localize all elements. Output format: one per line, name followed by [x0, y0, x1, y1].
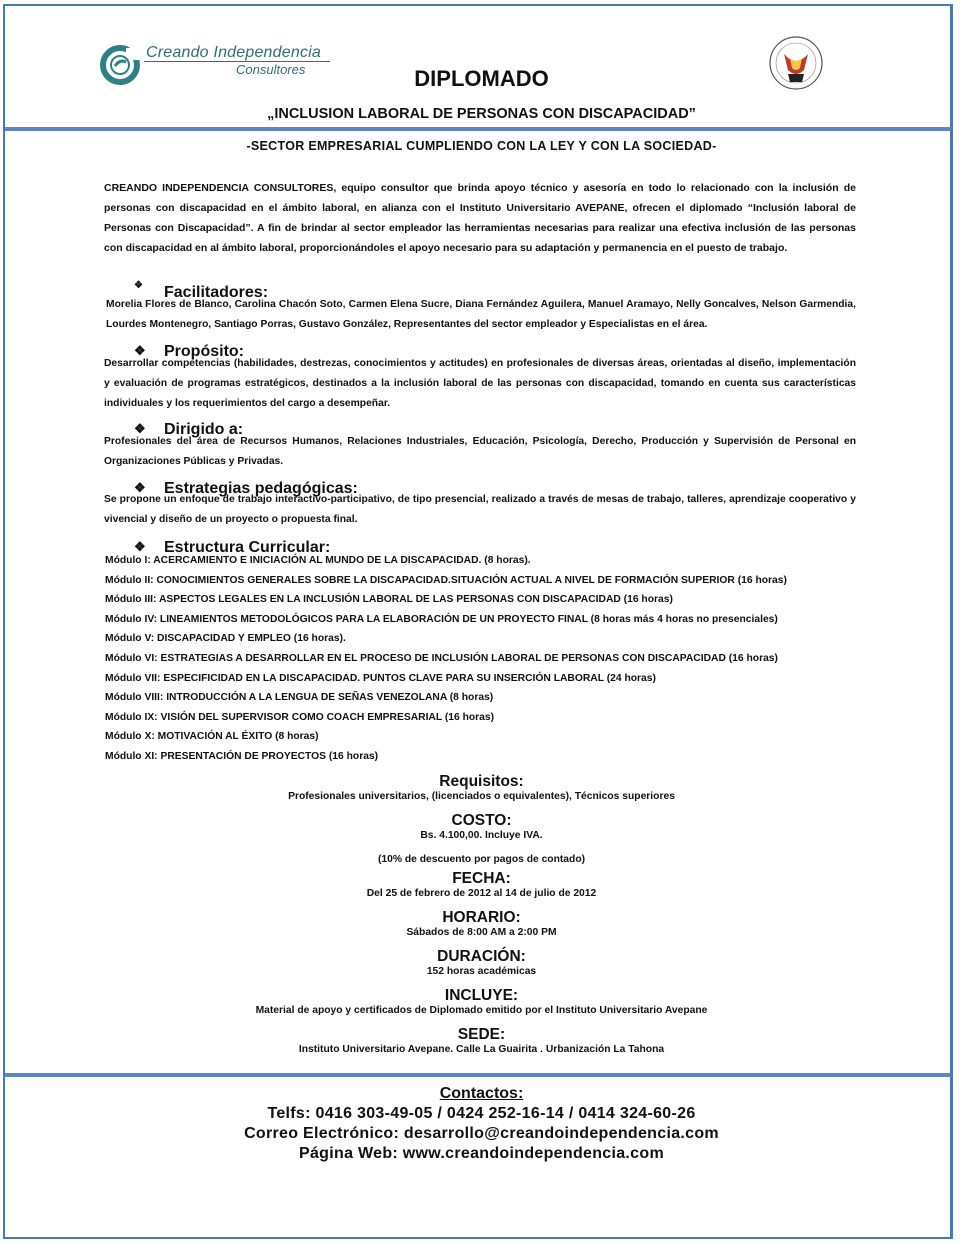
proposito-heading: Propósito: [164, 343, 244, 360]
duracion-body: 152 horas académicas [426, 966, 537, 977]
horario-heading: HORARIO: [442, 909, 521, 926]
requisitos-body: Profesionales universitarios, (licenciados o equivalentes), Técnicos superiores [288, 791, 675, 802]
module-item: Módulo VIII: INTRODUCCIÓN A LA LENGUA DE SEÑAS VENEZOLANA (8 horas) [105, 692, 494, 704]
sede-block [0, 1027, 963, 1057]
estructura-heading: Estructura Curricular: [164, 539, 331, 556]
contacts-heading: Contactos: [439, 1085, 524, 1102]
diamond-bullet-icon: ❖ [134, 280, 143, 291]
costo-heading: COSTO: [451, 812, 512, 829]
estrategias-body: Se propone un enfoque de trabajo interactivo-participativo, de tipo presencial, realizado a través de mesas de trabajo, talleres, aprendizaje cooperativo y vivencial y diseño de un proyecto o propuesta final. [104, 494, 856, 525]
fecha-heading: FECHA: [452, 870, 511, 887]
contact-website[interactable]: Página Web: www.creandoindependencia.com [299, 1145, 664, 1162]
module-item: Módulo XI: PRESENTACIÓN DE PROYECTOS (16 horas) [105, 750, 379, 762]
header-divider [5, 127, 951, 131]
fecha-block [0, 871, 963, 901]
diamond-bullet-icon: ❖ [134, 480, 146, 495]
contact-phones: Telfs: 0416 303-49-05 / 0424 252-16-14 / 0414 324-60-26 [267, 1105, 696, 1122]
module-item: Módulo IV: LINEAMIENTOS METODOLÓGICOS PARA LA ELABORACIÓN DE UN PROYECTO FINAL (8 horas más 4 horas no presenciales) [105, 613, 778, 625]
duracion-block [0, 949, 963, 979]
sede-heading: SEDE: [457, 1026, 506, 1043]
costo-note: (10% de descuento por pagos de contado) [377, 854, 586, 865]
footer-divider [5, 1073, 951, 1077]
costo-body: Bs. 4.100,00. Incluye IVA. [420, 830, 543, 841]
requisitos-heading: Requisitos: [439, 773, 524, 790]
module-list [105, 551, 865, 767]
facilitadores-body: Morelia Flores de Blanco, Carolina Chacón Soto, Carmen Elena Sucre, Diana Fernández Aguilera, Manuel Aramayo, Nelly Goncalves, Nelson Garmendia, Lourdes Montenegro, Santiago Porras, Gustavo González, Representantes del sector empleador y Especialistas en el área. [106, 299, 856, 330]
module-item: Módulo VI: ESTRATEGIAS A DESARROLLAR EN EL PROCESO DE INCLUSIÓN LABORAL DE PERSONAS CON DISCAPACIDAD (16 horas) [105, 652, 778, 664]
fecha-body: Del 25 de febrero de 2012 al 14 de julio de 2012 [366, 888, 597, 899]
module-item: Módulo II: CONOCIMIENTOS GENERALES SOBRE LA DISCAPACIDAD.SITUACIÓN ACTUAL A NIVEL DE FORMACIÓN SUPERIOR (16 horas) [105, 574, 787, 586]
contacts-block [0, 1084, 963, 1164]
requisitos-block [0, 774, 963, 804]
diamond-bullet-icon: ❖ [134, 539, 146, 554]
horario-block [0, 910, 963, 940]
costo-block [0, 813, 963, 867]
dirigido-body: Profesionales del área de Recursos Humanos, Relaciones Industriales, Educación, Psicología, Derecho, Producción y Supervisión de Personal en Organizaciones Públicas y Privadas. [104, 436, 856, 467]
program-subtitle: „INCLUSION LABORAL DE PERSONAS CON DISCAPACIDAD” [267, 106, 696, 122]
sede-body: Instituto Universitario Avepane. Calle La Guairita . Urbanización La Tahona [298, 1044, 665, 1055]
module-item: Módulo I: ACERCAMIENTO E INICIACIÓN AL MUNDO DE LA DISCAPACIDAD. (8 horas). [105, 555, 531, 566]
incluye-block [0, 988, 963, 1018]
tagline: -SECTOR EMPRESARIAL CUMPLIENDO CON LA LEY Y CON LA SOCIEDAD- [246, 139, 717, 153]
proposito-body: Desarrollar competencias (habilidades, destrezas, conocimientos y actitudes) en profesionales de diversas áreas, orientadas al diseño, implementación y evaluación de programas estratégicos, destinados a la inclusión laboral de las personas con discapacidad, tomando en cuenta sus características individuales y los requerimientos del cargo a desempeñar. [104, 358, 856, 409]
module-item: Módulo IX: VISIÓN DEL SUPERVISOR COMO COACH EMPRESARIAL (16 horas) [105, 711, 495, 723]
module-item: Módulo V: DISCAPACIDAD Y EMPLEO (16 horas). [105, 633, 346, 645]
duracion-heading: DURACIÓN: [437, 948, 526, 965]
facilitadores-heading: Facilitadores: [164, 284, 269, 301]
incluye-heading: INCLUYE: [444, 987, 519, 1004]
horario-body: Sábados de 8:00 AM a 2:00 PM [406, 927, 557, 938]
contact-email[interactable]: Correo Electrónico: desarrollo@creandoindependencia.com [244, 1125, 719, 1142]
dirigido-heading: Dirigido a: [164, 421, 244, 438]
logo-line1: Creando Independencia [146, 44, 322, 61]
module-item: Módulo X: MOTIVACIÓN AL ÉXITO (8 horas) [105, 731, 319, 743]
diamond-bullet-icon: ❖ [134, 343, 146, 358]
diamond-bullet-icon: ❖ [134, 421, 146, 436]
intro-paragraph: CREANDO INDEPENDENCIA CONSULTORES, equipo consultor que brinda apoyo técnico y asesoría en todo lo relacionado con la inclusión de personas con discapacidad en el ámbito laboral, en alianza con el Instituto Universitario AVEPANE, ofrecen el diplomado “Inclusión laboral de Personas con Discapacidad”. A fin de brindar al sector empleador las herramientas necesarias para realizar una efectiva inclusión de las personas con discapacidad en al ámbito laboral, proporcionándoles el apoyo necesario para su adaptación y permanencia en el puesto de trabajo. [104, 182, 856, 254]
incluye-body: Material de apoyo y certificados de Diplomado emitido por el Instituto Universitario Avepane [255, 1005, 708, 1016]
module-item: Módulo III: ASPECTOS LEGALES EN LA INCLUSIÓN LABORAL DE LAS PERSONAS CON DISCAPACIDAD (16 horas) [105, 594, 673, 606]
page-title: DIPLOMADO [414, 66, 549, 91]
logo-line2: Consultores [236, 62, 306, 77]
estrategias-heading: Estrategias pedagógicas: [164, 480, 358, 497]
module-item: Módulo VII: ESPECIFICIDAD EN LA DISCAPACIDAD. PUNTOS CLAVE PARA SU INSERCIÓN LABORAL (24 horas) [105, 672, 656, 684]
